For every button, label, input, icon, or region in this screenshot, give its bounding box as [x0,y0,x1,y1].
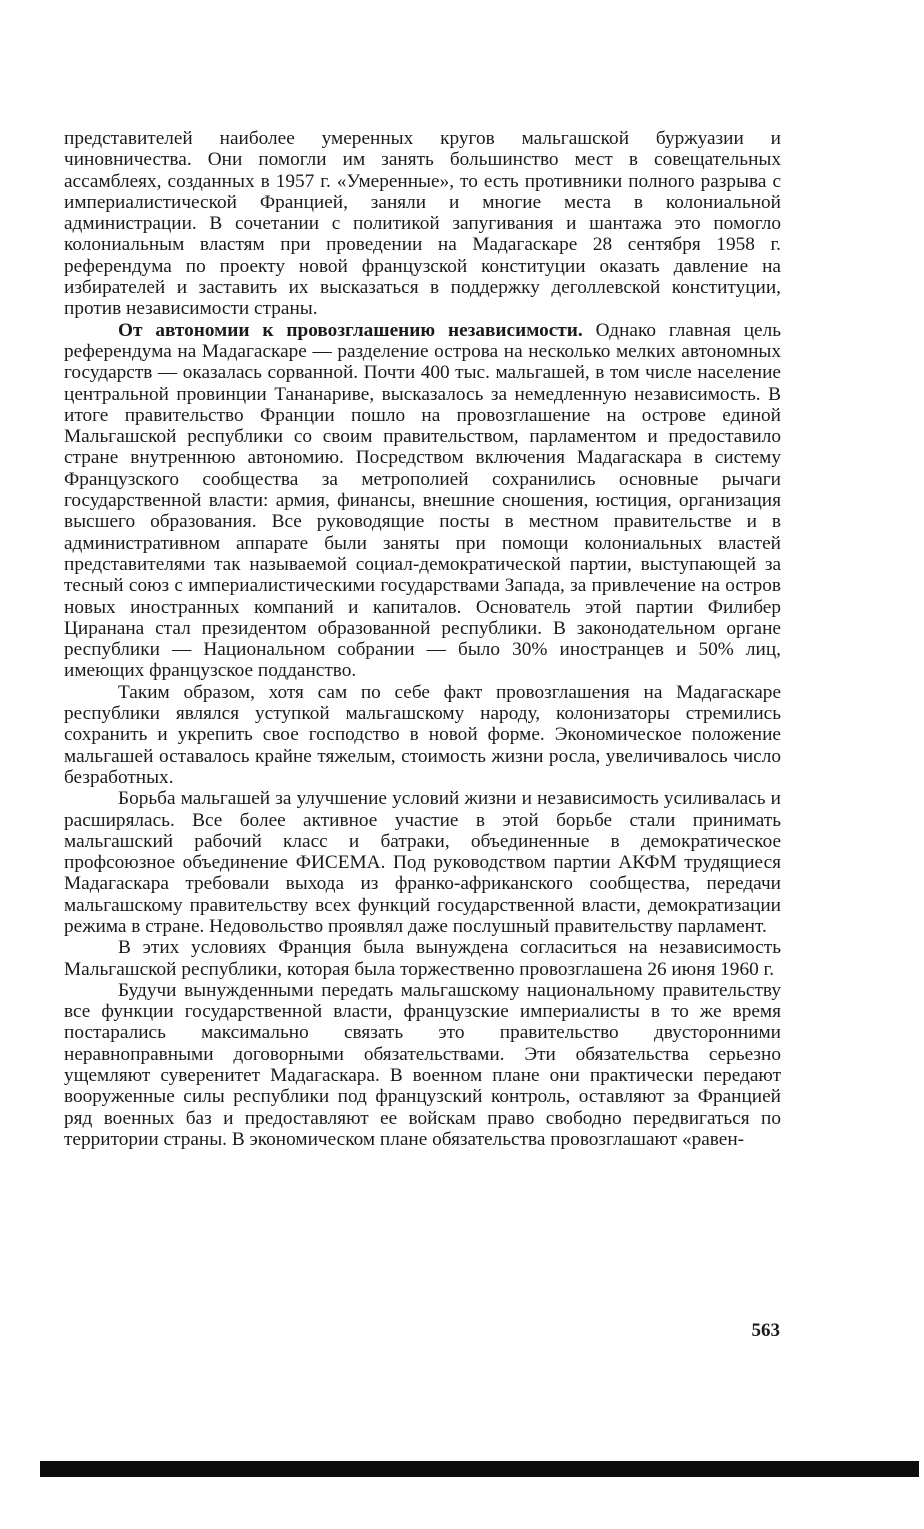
scan-edge-bar [40,1461,919,1477]
paragraph-6 [64,980,781,1150]
paragraph-1-text: представителей наиболее умеренных кругов мальгашской буржуазии и чиновничества. Они помогли им занять большинство мест в совещательных ассамблеях, созданных в 1957 г. «Умеренные», то есть противники полного разрыва с империалистической Францией, заняли и многие места в колониальной администрации. В сочетании с политикой запугивания и шантажа это помогло колониальным властям при проведении на Мадагаскаре 28 сентября 1958 г. референдума по проекту новой французской конституции оказать давление на избирателей и заставить их высказаться в поддержку деголлевской конституции, против независимости страны. [64,128,781,320]
paragraph-2 [64,320,781,682]
paragraph-3-text: Таким образом, хотя сам по себе факт провозглашения на Мадагаскаре республики являлся уступкой мальгашскому народу, колонизаторы стремились сохранить и укрепить свое господство в новой форме. Экономическое положение мальгашей оставалось крайне тяжелым, стоимость жизни росла, увеличивалось число безработных. [64,681,781,788]
paragraph-5 [64,937,781,980]
paragraph-4 [64,788,781,937]
paragraph-4-text: Борьба мальгашей за улучшение условий жизни и независимость усиливалась и расширялась. Все более активное участие в этой борьбе стали принимать мальгашский рабочий класс и батраки, объединенные в демократическое профсоюзное объединение ФИСЕМА. Под руководством партии АКФМ трудящиеся Мадагаскара требовали выхода из франко-африканского сообщества, передачи мальгашскому правительству всех функций государственной власти, демократизации режима в стране. Недовольство проявлял даже послушный правительству парламент. [64,788,781,937]
paragraph-2-text: Однако главная цель референдума на Мадагаскаре — разделение острова на несколько мелких автономных государств — оказалась сорванной. Почти 400 тыс. мальгашей, в том числе население центральной провинции Тананариве, высказалось за немедленную независимость. В итоге правительство Франции пошло на провозглашение на острове единой Мальгашской республики со своим правительством, парламентом и предоставило стране внутреннюю автономию. Посредством включения Мадагаскара в систему Французского сообщества за метрополией сохранились основные рычаги государственной власти: армия, финансы, внешние сношения, юстиция, организация высшего образования. Все руководящие посты в местном правительстве и в административном аппарате были заняты при помощи колониальных властей представителями так называемой социал-демократической партии, выступающей за тесный союз с империалистическими государствами Запада, за привлечение на остров новых иностранных компаний и капиталов. Основатель этой партии Филибер Циранана стал президентом образованной республики. В законодательном органе республики — Национальном собрании — было 30% иностранцев и 50% лиц, имеющих французское подданство. [64,319,781,682]
paragraph-3 [64,682,781,788]
page-body [64,128,781,1150]
paragraph-1 [64,128,781,320]
paragraph-6-text: Будучи вынужденными передать мальгашскому национальному правительству все функции государственной власти, французские империалисты в то же время постарались максимально связать это правительство двусторонними неравноправными договорными обязательствами. Эти обязательства серьезно ущемляют суверенитет Мадагаскара. В военном плане они практически передают вооруженные силы республики под французский контроль, оставляют за Францией ряд военных баз и предоставляют ее войскам право свободно передвигаться по территории страны. В экономическом плане обязательства провозглашают «равен- [64,979,781,1150]
page-number: 563 [751,1320,780,1341]
section-heading: От автономии к провозглашению независимости. [118,319,583,341]
paragraph-5-text: В этих условиях Франция была вынуждена согласиться на независимость Мальгашской республики, которая была торжественно провозглашена 26 июня 1960 г. [64,937,781,980]
